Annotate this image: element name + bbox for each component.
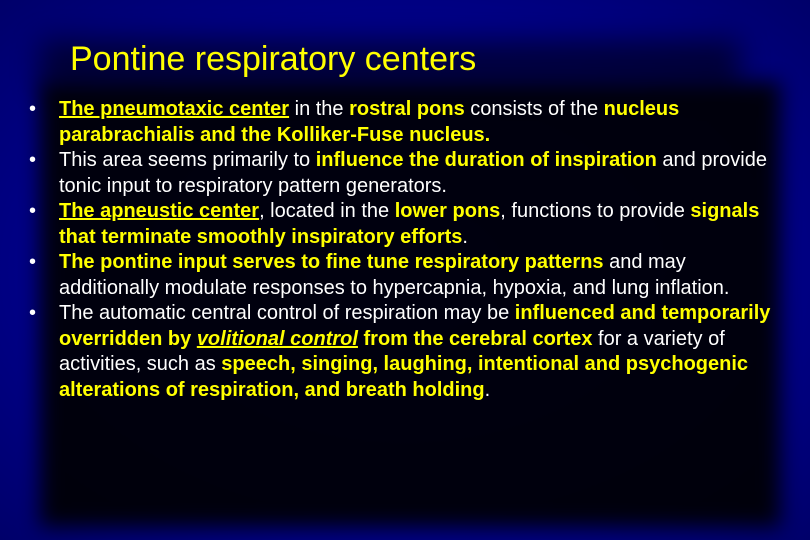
bullet-text-run: The pneumotaxic center bbox=[59, 98, 290, 120]
bullet-text-run: . bbox=[484, 378, 491, 401]
bullet-text-run: . bbox=[462, 225, 468, 248]
bullet-text-run: This area seems primarily to bbox=[59, 149, 316, 171]
bullet-text-run: The automatic central control of respiration may be bbox=[59, 302, 515, 324]
bullet-dot-icon: • bbox=[29, 98, 37, 120]
bullet-item bbox=[27, 250, 787, 301]
bullet-list bbox=[27, 97, 787, 403]
bullet-item bbox=[27, 97, 787, 148]
bullet-dot-icon: • bbox=[29, 302, 37, 324]
bullet-text-run: , located in the bbox=[259, 200, 395, 222]
bullet-text-run: and may additionally modulate responses to hypercapnia, hypoxia, and lung inflation. bbox=[59, 251, 730, 299]
bullet-text-run: rostral pons bbox=[349, 98, 465, 120]
bullet-text-run: , functions to provide bbox=[500, 200, 691, 222]
bullet-text-run: from the cerebral cortex bbox=[357, 327, 593, 350]
bullet-item bbox=[27, 301, 787, 403]
slide-title: Pontine respiratory centers bbox=[70, 40, 477, 78]
bullet-text-run: speech, singing, laughing, intentional and psychogenic alterations of respiration, and breath holding bbox=[59, 353, 749, 401]
bullet-text-run: influenced and temporarily overridden by bbox=[59, 302, 771, 350]
bullet-text-run: The apneustic center bbox=[59, 200, 260, 222]
bullet-dot-icon: • bbox=[29, 200, 37, 222]
bullet-text-run: in the bbox=[289, 98, 350, 120]
bullet-dot-icon: • bbox=[29, 149, 37, 171]
bullet-text-run: lower pons bbox=[394, 200, 501, 222]
bullet-text-run: nucleus parabrachialis and the Kolliker-Fuse nucleus. bbox=[59, 98, 680, 146]
bullet-text-run: influence the duration of inspiration bbox=[315, 149, 657, 171]
bullet-item bbox=[27, 199, 787, 250]
bullet-text-run: for a variety of activities, such as bbox=[59, 327, 725, 375]
bullet-text-run: and provide tonic input to respiratory pattern generators. bbox=[59, 149, 767, 197]
bullet-dot-icon: • bbox=[29, 251, 37, 273]
bullet-item bbox=[27, 148, 787, 199]
bullet-text-run: consists of the bbox=[464, 98, 604, 120]
bullet-text-run: signals that terminate smoothly inspiratory efforts bbox=[59, 200, 760, 248]
bullet-text-run: The pontine input serves to fine tune respiratory patterns bbox=[59, 251, 604, 273]
bullet-text-run: volitional control bbox=[196, 327, 358, 350]
